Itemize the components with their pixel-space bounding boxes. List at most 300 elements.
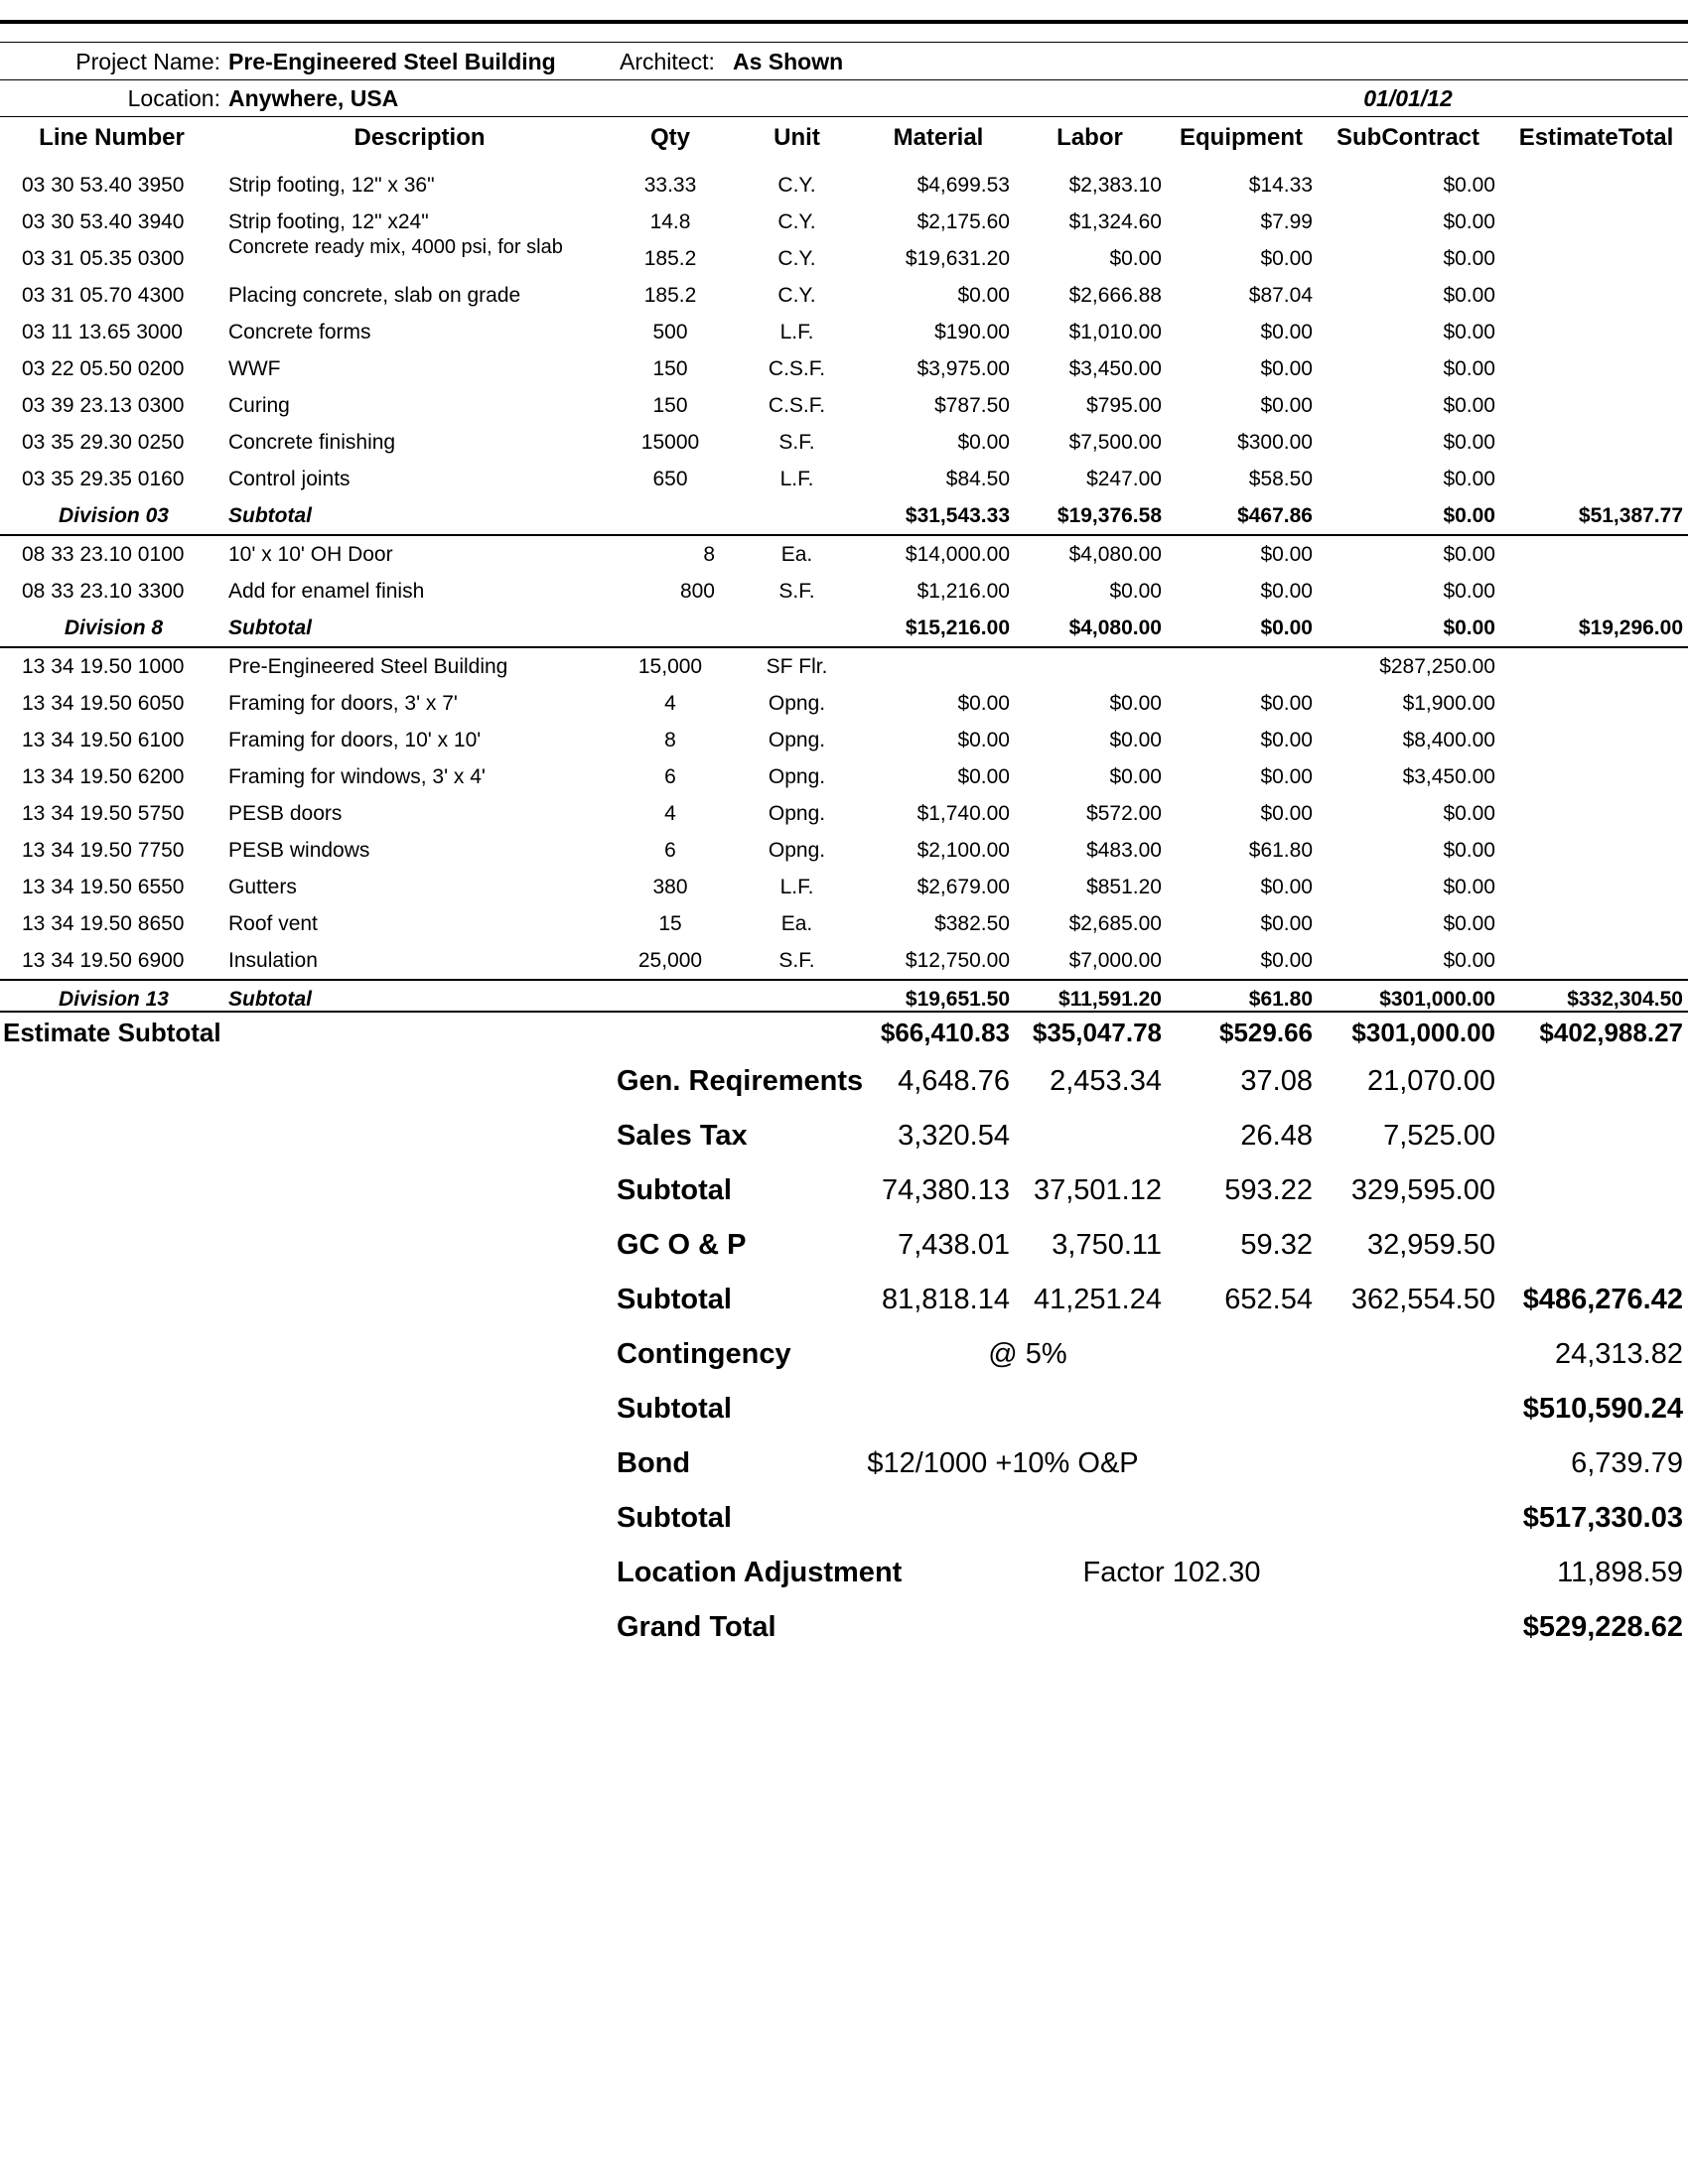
- division-subtotal-row: [0, 497, 1688, 534]
- description-cell: Control joints: [228, 468, 351, 490]
- line-number-cell: 13 34 19.50 8650: [22, 912, 185, 935]
- equipment-cell: $0.00: [1260, 321, 1313, 343]
- qty-cell: 14.8: [649, 210, 691, 233]
- summary-total: 11,898.59: [1557, 1557, 1683, 1588]
- subcontract-cell: $0.00: [1443, 616, 1495, 639]
- summary-subcontract: 329,595.00: [1350, 1174, 1495, 1206]
- qty-cell: 380: [652, 876, 688, 898]
- qty-cell: 15000: [640, 431, 700, 454]
- summary-row: [0, 1218, 1688, 1273]
- material-cell: $12,750.00: [905, 949, 1010, 972]
- description-cell: Concrete ready mix, 4000 psi, for slab: [228, 236, 563, 258]
- qty-cell: 33.33: [643, 174, 697, 197]
- qty-cell: 185.2: [643, 247, 697, 270]
- table-row: [0, 387, 1688, 424]
- subcontract-cell: $0.00: [1443, 321, 1495, 343]
- summary-row: [0, 1273, 1688, 1327]
- subcontract-cell: $0.00: [1443, 210, 1495, 233]
- material-cell: $0.00: [957, 765, 1010, 788]
- estimate-total-cell: [1504, 758, 1683, 795]
- unit-cell: C.S.F.: [768, 394, 826, 417]
- unit-cell: Opng.: [768, 692, 826, 715]
- description-cell: Add for enamel finish: [228, 580, 425, 603]
- unit-cell: Ea.: [780, 543, 813, 566]
- summary-total: 24,313.82: [1554, 1338, 1683, 1370]
- qty-cell: 15,000: [637, 655, 703, 678]
- material-cell: $382.50: [934, 912, 1010, 935]
- unit-cell: Ea.: [780, 912, 813, 935]
- summary-equipment: 59.32: [1240, 1229, 1313, 1261]
- description-cell: Subtotal: [228, 616, 312, 639]
- description-cell: Strip footing, 12" x 36": [228, 174, 435, 197]
- qty-cell: 4: [664, 692, 676, 715]
- summary-subcontract: 21,070.00: [1366, 1065, 1495, 1097]
- subcontract-cell: $287,250.00: [1379, 655, 1495, 678]
- labor-cell: $2,383.10: [1068, 174, 1162, 197]
- estimate-total-cell: $19,296.00: [1578, 616, 1683, 639]
- qty-cell: 185.2: [643, 284, 697, 307]
- labor-cell: $0.00: [1109, 580, 1162, 603]
- unit-cell: [750, 610, 844, 646]
- qty-cell: 4: [664, 802, 676, 825]
- unit-cell: Opng.: [768, 839, 826, 862]
- labor-cell: $1,324.60: [1068, 210, 1162, 233]
- qty-cell: 150: [652, 394, 688, 417]
- table-row: [0, 314, 1688, 350]
- architect-label: Architect:: [620, 49, 715, 74]
- summary-labor: 3,750.11: [1052, 1229, 1162, 1261]
- equipment-cell: $0.00: [1260, 543, 1313, 566]
- unit-cell: L.F.: [779, 876, 814, 898]
- summary-label: Grand Total: [617, 1611, 776, 1643]
- subcontract-cell: $0.00: [1443, 357, 1495, 380]
- location-row: [0, 80, 1688, 116]
- location-value: Anywhere, USA: [228, 85, 399, 111]
- labor-cell: $7,000.00: [1068, 949, 1162, 972]
- estimate-total-cell: [1504, 869, 1683, 905]
- col-material: Material: [893, 124, 984, 151]
- table-row: [0, 832, 1688, 869]
- unit-cell: Opng.: [768, 729, 826, 751]
- equipment-cell: $0.00: [1260, 394, 1313, 417]
- unit-cell: Opng.: [768, 765, 826, 788]
- material-cell: $190.00: [934, 321, 1010, 343]
- summary-material: 81,818.14: [881, 1284, 1010, 1315]
- summary-row: [0, 1382, 1688, 1436]
- subcontract-cell: $0.00: [1443, 174, 1495, 197]
- summary-block: [0, 1054, 1688, 1655]
- summary-total: $529,228.62: [1522, 1611, 1683, 1643]
- unit-cell: C.Y.: [777, 210, 816, 233]
- table-row: [0, 277, 1688, 314]
- line-number-cell: 03 35 29.35 0160: [22, 468, 185, 490]
- unit-cell: Opng.: [768, 802, 826, 825]
- summary-label: Subtotal: [617, 1284, 732, 1315]
- line-number-cell: 03 22 05.50 0200: [22, 357, 185, 380]
- labor-cell: $19,376.58: [1056, 504, 1162, 527]
- material-cell: $14,000.00: [905, 543, 1010, 566]
- equipment-cell: $0.00: [1260, 912, 1313, 935]
- col-equipment: Equipment: [1180, 124, 1303, 151]
- material-cell: $1,740.00: [916, 802, 1010, 825]
- summary-equipment: 652.54: [1224, 1284, 1313, 1315]
- estimate-total-cell: [1504, 204, 1683, 240]
- material-cell: $0.00: [957, 284, 1010, 307]
- summary-material: 4,648.76: [898, 1065, 1010, 1097]
- qty-cell: [606, 497, 735, 534]
- material-cell: $1,216.00: [916, 580, 1010, 603]
- unit-cell: C.Y.: [777, 174, 816, 197]
- line-number-cell: 03 30 53.40 3950: [22, 174, 185, 197]
- summary-row: [0, 1546, 1688, 1600]
- col-estimate-total: EstimateTotal: [1518, 124, 1674, 151]
- estimate-total-cell: [1504, 461, 1683, 497]
- labor-cell: $3,450.00: [1068, 357, 1162, 380]
- summary-label: Location Adjustment: [617, 1557, 903, 1588]
- qty-cell: 6: [664, 839, 676, 862]
- summary-row: [0, 1600, 1688, 1655]
- qty-cell: 8: [664, 729, 676, 751]
- estimate-total-cell: [1504, 942, 1683, 979]
- subcontract-cell: $0.00: [1443, 802, 1495, 825]
- estimate-total-cell: [1504, 722, 1683, 758]
- summary-equipment: 37.08: [1240, 1065, 1313, 1097]
- description-cell: Concrete finishing: [228, 431, 396, 454]
- col-labor: Labor: [1056, 124, 1123, 151]
- estimate-total-cell: [1504, 795, 1683, 832]
- line-number-cell: 03 31 05.35 0300: [22, 247, 185, 270]
- summary-total: $517,330.03: [1522, 1502, 1683, 1534]
- material-cell: $84.50: [945, 468, 1010, 490]
- project-name: Pre-Engineered Steel Building: [228, 49, 556, 74]
- labor-cell: $1,010.00: [1068, 321, 1162, 343]
- line-number-cell: 13 34 19.50 1000: [22, 655, 185, 678]
- unit-cell: [750, 497, 844, 534]
- line-number-cell: 13 34 19.50 6200: [22, 765, 185, 788]
- equipment-cell: $0.00: [1260, 802, 1313, 825]
- subcontract-cell: $3,450.00: [1402, 765, 1495, 788]
- summary-label: Subtotal: [617, 1502, 732, 1534]
- description-cell: Concrete forms: [228, 321, 371, 343]
- col-description: Description: [353, 124, 486, 151]
- unit-cell: C.Y.: [777, 247, 816, 270]
- qty-cell: 150: [652, 357, 688, 380]
- equipment-cell: $0.00: [1260, 247, 1313, 270]
- summary-subcontract: 362,554.50: [1350, 1284, 1495, 1315]
- line-number-cell: 08 33 23.10 0100: [22, 543, 185, 566]
- equipment-cell: $0.00: [1260, 580, 1313, 603]
- summary-row: [0, 1163, 1688, 1218]
- description-cell: Roof vent: [228, 912, 318, 935]
- description-cell: PESB windows: [228, 839, 370, 862]
- subcontract-cell: $0.00: [1443, 247, 1495, 270]
- labor-cell: $795.00: [1086, 394, 1162, 417]
- subcontract-cell: $0.00: [1443, 949, 1495, 972]
- unit-cell: S.F.: [778, 949, 815, 972]
- estimate-subtotal-labor: $35,047.78: [1032, 1018, 1162, 1047]
- summary-note: $12/1000 +10% O&P: [867, 1447, 1139, 1479]
- table-row: [0, 424, 1688, 461]
- summary-label: Bond: [617, 1447, 691, 1479]
- summary-label: Subtotal: [617, 1393, 732, 1425]
- line-number-cell: 03 11 13.65 3000: [22, 321, 183, 343]
- labor-cell: $0.00: [1109, 729, 1162, 751]
- architect-name: As Shown: [733, 49, 844, 74]
- table-row: [0, 204, 1688, 240]
- equipment-cell: $0.00: [1260, 876, 1313, 898]
- subcontract-cell: $0.00: [1443, 284, 1495, 307]
- material-cell: $0.00: [957, 729, 1010, 751]
- summary-equipment: 593.22: [1224, 1174, 1313, 1206]
- description-cell: Framing for doors, 3' x 7': [228, 692, 458, 715]
- summary-label: Gen. Reqirements: [617, 1065, 864, 1097]
- line-number-cell: 13 34 19.50 6050: [22, 692, 185, 715]
- qty-cell: 500: [652, 321, 688, 343]
- unit-cell: C.S.F.: [768, 357, 826, 380]
- qty-cell: [606, 610, 735, 646]
- estimate-total-cell: [1504, 387, 1683, 424]
- estimate-subtotal-row: [0, 1011, 1688, 1052]
- labor-cell: $0.00: [1109, 765, 1162, 788]
- subcontract-cell: $0.00: [1443, 431, 1495, 454]
- qty-cell: 25,000: [637, 949, 703, 972]
- equipment-cell: $0.00: [1260, 357, 1313, 380]
- estimate-subtotal-material: $66,410.83: [880, 1018, 1010, 1047]
- unit-cell: C.Y.: [777, 284, 816, 307]
- line-number-cell: 03 30 53.40 3940: [22, 210, 185, 233]
- description-cell: Insulation: [228, 949, 318, 972]
- equipment-cell: [1172, 648, 1313, 685]
- summary-label: Subtotal: [617, 1174, 732, 1206]
- labor-cell: [1018, 648, 1162, 685]
- material-cell: $2,100.00: [916, 839, 1010, 862]
- col-subcontract: SubContract: [1336, 124, 1479, 151]
- summary-material: 7,438.01: [898, 1229, 1010, 1261]
- table-row: [0, 573, 1688, 610]
- labor-cell: $247.00: [1086, 468, 1162, 490]
- qty-cell: 15: [658, 912, 682, 935]
- material-cell: $15,216.00: [905, 616, 1010, 639]
- labor-cell: $483.00: [1086, 839, 1162, 862]
- line-number-cell: Division 8: [64, 616, 164, 639]
- summary-label: GC O & P: [617, 1229, 747, 1261]
- estimate-total-cell: [1504, 573, 1683, 610]
- equipment-cell: $61.80: [1248, 988, 1313, 1011]
- description-cell: PESB doors: [228, 802, 343, 825]
- description-cell: Framing for windows, 3' x 4': [228, 765, 486, 788]
- qty-cell: 650: [652, 468, 688, 490]
- equipment-cell: $0.00: [1260, 692, 1313, 715]
- table-row: [0, 236, 1688, 277]
- subcontract-cell: $0.00: [1443, 543, 1495, 566]
- table-row: [0, 646, 1688, 685]
- material-cell: $3,975.00: [916, 357, 1010, 380]
- labor-cell: $4,080.00: [1068, 543, 1162, 566]
- summary-labor: 41,251.24: [1033, 1284, 1162, 1315]
- qty-cell: 8: [703, 543, 715, 566]
- estimate-total-cell: [1504, 905, 1683, 942]
- description-cell: Pre-Engineered Steel Building: [228, 655, 508, 678]
- summary-total: $510,590.24: [1522, 1393, 1683, 1425]
- unit-cell: L.F.: [779, 321, 814, 343]
- unit-cell: SF Flr.: [766, 655, 828, 678]
- description-cell: WWF: [228, 357, 281, 380]
- table-row: [0, 461, 1688, 497]
- table-row: [0, 869, 1688, 905]
- estimate-subtotal-label: Estimate Subtotal: [3, 1018, 221, 1047]
- qty-cell: 800: [679, 580, 715, 603]
- description-cell: Framing for doors, 10' x 10': [228, 729, 482, 751]
- estimate-total-cell: [1504, 536, 1683, 573]
- summary-row: [0, 1436, 1688, 1491]
- header-divider: [0, 42, 1688, 43]
- subcontract-cell: $0.00: [1443, 394, 1495, 417]
- summary-material: 74,380.13: [881, 1174, 1010, 1206]
- equipment-cell: $300.00: [1237, 431, 1313, 454]
- estimate-total-cell: [1504, 424, 1683, 461]
- equipment-cell: $0.00: [1260, 949, 1313, 972]
- summary-labor: 2,453.34: [1050, 1065, 1162, 1097]
- top-rule: [0, 20, 1688, 24]
- line-items: [0, 167, 1688, 1018]
- summary-total: $486,276.42: [1522, 1284, 1683, 1315]
- col-unit: Unit: [774, 124, 820, 151]
- labor-cell: $572.00: [1086, 802, 1162, 825]
- estimate-total-cell: [1504, 832, 1683, 869]
- table-row: [0, 534, 1688, 573]
- subcontract-cell: $0.00: [1443, 839, 1495, 862]
- location-label: Location:: [127, 85, 220, 111]
- equipment-cell: $7.99: [1260, 210, 1313, 233]
- subcontract-cell: $0.00: [1443, 468, 1495, 490]
- labor-cell: $0.00: [1109, 692, 1162, 715]
- subcontract-cell: $1,900.00: [1402, 692, 1495, 715]
- subcontract-cell: $0.00: [1443, 876, 1495, 898]
- col-line-number: Line Number: [39, 124, 185, 151]
- table-row: [0, 350, 1688, 387]
- equipment-cell: $58.50: [1248, 468, 1313, 490]
- description-cell: 10' x 10' OH Door: [228, 543, 393, 566]
- material-cell: $2,679.00: [916, 876, 1010, 898]
- unit-cell: S.F.: [778, 431, 815, 454]
- estimate-total-cell: [1504, 648, 1683, 685]
- material-cell: $0.00: [957, 692, 1010, 715]
- line-number-cell: 13 34 19.50 6100: [22, 729, 185, 751]
- material-cell: $787.50: [934, 394, 1010, 417]
- summary-row: [0, 1491, 1688, 1546]
- table-row: [0, 685, 1688, 722]
- line-number-cell: 13 34 19.50 5750: [22, 802, 185, 825]
- labor-cell: $11,591.20: [1058, 988, 1162, 1011]
- subcontract-cell: $0.00: [1443, 504, 1495, 527]
- material-cell: $0.00: [957, 431, 1010, 454]
- table-row: [0, 905, 1688, 942]
- table-row: [0, 167, 1688, 204]
- qty-cell: 6: [664, 765, 676, 788]
- equipment-cell: $467.86: [1237, 504, 1313, 527]
- subcontract-cell: $301,000.00: [1379, 988, 1495, 1011]
- equipment-cell: $0.00: [1260, 729, 1313, 751]
- estimate-total-cell: $332,304.50: [1567, 988, 1683, 1011]
- subcontract-cell: $8,400.00: [1402, 729, 1495, 751]
- material-cell: [854, 648, 1010, 685]
- equipment-cell: $0.00: [1260, 616, 1313, 639]
- summary-label: Contingency: [617, 1338, 791, 1370]
- material-cell: $19,631.20: [905, 247, 1010, 270]
- estimate-subtotal-subcontract: $301,000.00: [1351, 1018, 1495, 1047]
- equipment-cell: $14.33: [1248, 174, 1313, 197]
- material-cell: $19,651.50: [905, 988, 1010, 1011]
- estimate-subtotal-total: $402,988.27: [1539, 1018, 1683, 1047]
- equipment-cell: $0.00: [1260, 765, 1313, 788]
- estimate-total-cell: $51,387.77: [1578, 504, 1683, 527]
- summary-equipment: 26.48: [1240, 1120, 1313, 1152]
- equipment-cell: $87.04: [1248, 284, 1313, 307]
- line-number-cell: 03 31 05.70 4300: [22, 284, 185, 307]
- summary-labor: 37,501.12: [1033, 1174, 1162, 1206]
- estimate-total-cell: [1504, 314, 1683, 350]
- labor-cell: $0.00: [1109, 247, 1162, 270]
- labor-cell: $2,685.00: [1068, 912, 1162, 935]
- line-number-cell: 13 34 19.50 6550: [22, 876, 185, 898]
- summary-note: Factor 102.30: [1082, 1557, 1261, 1588]
- line-number-cell: 13 34 19.50 6900: [22, 949, 185, 972]
- table-row: [0, 795, 1688, 832]
- estimate-total-cell: [1504, 167, 1683, 204]
- table-row: [0, 758, 1688, 795]
- description-cell: Placing concrete, slab on grade: [228, 284, 521, 307]
- line-number-cell: 08 33 23.10 3300: [22, 580, 185, 603]
- project-label: Project Name:: [75, 49, 220, 74]
- description-cell: Curing: [228, 394, 290, 417]
- project-row: [0, 44, 1688, 79]
- description-cell: Strip footing, 12" x24": [228, 210, 429, 233]
- labor-cell: $7,500.00: [1068, 431, 1162, 454]
- summary-label: Sales Tax: [617, 1120, 748, 1152]
- labor-cell: $4,080.00: [1068, 616, 1162, 639]
- subcontract-cell: $0.00: [1443, 912, 1495, 935]
- line-number-cell: 03 35 29.30 0250: [22, 431, 185, 454]
- estimate-total-cell: [1504, 277, 1683, 314]
- summary-row: [0, 1327, 1688, 1382]
- description-cell: Subtotal: [228, 504, 312, 527]
- summary-row: [0, 1054, 1688, 1109]
- subcontract-cell: $0.00: [1443, 580, 1495, 603]
- material-cell: $2,175.60: [916, 210, 1010, 233]
- estimate-date: 01/01/12: [1363, 85, 1453, 111]
- estimate-total-cell: [1504, 350, 1683, 387]
- estimate-total-cell: [1504, 685, 1683, 722]
- summary-note: @ 5%: [988, 1338, 1067, 1370]
- col-qty: Qty: [649, 124, 690, 151]
- line-number-cell: 03 39 23.13 0300: [22, 394, 185, 417]
- table-row: [0, 722, 1688, 758]
- summary-subcontract: 7,525.00: [1383, 1120, 1495, 1152]
- estimate-total-cell: [1504, 240, 1683, 277]
- unit-cell: S.F.: [778, 580, 815, 603]
- line-number-cell: Division 03: [59, 504, 169, 527]
- summary-subcontract: 32,959.50: [1366, 1229, 1495, 1261]
- labor-cell: $851.20: [1086, 876, 1162, 898]
- equipment-cell: $61.80: [1248, 839, 1313, 862]
- division-subtotal-row: [0, 610, 1688, 646]
- table-row: [0, 942, 1688, 979]
- unit-cell: L.F.: [779, 468, 814, 490]
- estimate-subtotal-equipment: $529.66: [1219, 1018, 1313, 1047]
- description-cell: Gutters: [228, 876, 297, 898]
- column-headers: [0, 117, 1688, 159]
- summary-row: [0, 1109, 1688, 1163]
